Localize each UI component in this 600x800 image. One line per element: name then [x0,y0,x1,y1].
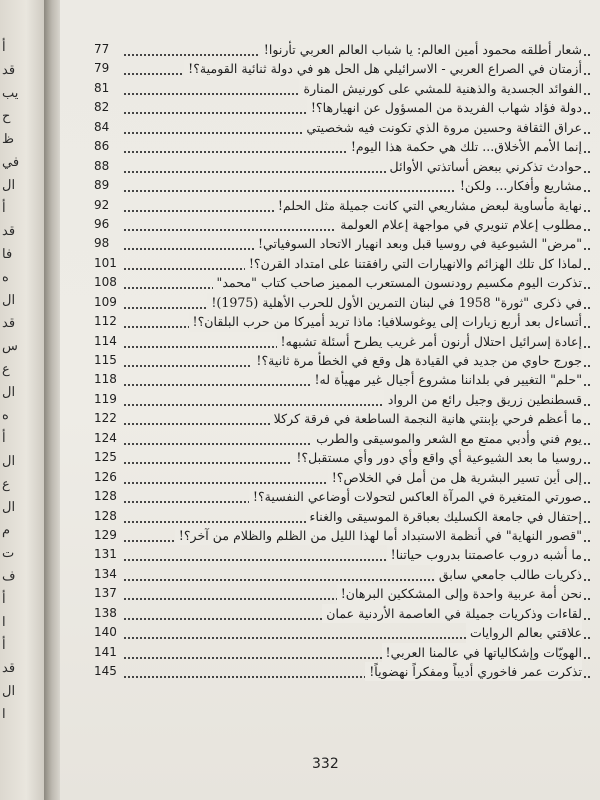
toc-title: شعار أطلقه محمود أمين العالم: يا شباب العالم العربي تأرنوا! [260,40,582,59]
toc-title: الهويّات وإشكالياتها في عالمنا العربي! [382,643,582,662]
toc-page-number: 140 [94,625,117,640]
toc-page-number: 128 [94,489,117,504]
toc-page-number: 92 [94,197,110,212]
toc-entry [90,429,590,448]
toc-title: "حلم" التغيير في بلداننا مشروع أجيال غير مهيأة له! [310,370,582,389]
toc-page-number: 125 [94,450,117,465]
toc-entry [90,370,590,389]
toc-page-number: 115 [94,353,117,367]
toc-page-number: 134 [94,566,117,581]
toc-title: تذكرت عمر فاخوري أديباً ومفكراً نهضوياً! [365,662,582,681]
toc-entry [90,565,590,584]
left-page-edge [0,0,44,800]
left-page-text-fragment: فا [2,247,13,262]
left-page-text-fragment: ع [2,477,10,492]
toc-title: عراق الثقافة وحسين مروة الذي تكونت فيه شخصيتي [302,118,582,137]
toc-title: تذكرت اليوم مكسيم رودنسون المستعرب المميز صاحب كتاب "محمد" [213,273,582,292]
toc-title: جورج حاوي من جديد في القيادة هل وقع في الخطأ مرة ثانية؟! [252,351,582,370]
toc-page-number: 131 [94,547,117,562]
toc-page-number: 118 [94,372,117,387]
toc-page-number: 89 [94,178,110,193]
toc-title: علاقتي بعالم الروايات [466,623,582,642]
toc-entry [90,215,590,234]
toc-entry [90,526,590,545]
left-page-text-fragment: في [2,155,20,170]
toc-entry [90,409,590,428]
toc-page-number: 109 [94,294,117,309]
toc-page-number: 108 [94,275,117,290]
toc-title: إنما الأمم الأخلاق... تلك هي حكمة هذا اليوم! [347,137,582,156]
toc-title: مطلوب إعلام تنويري في مواجهة إعلام العولمة [336,215,582,234]
toc-title: قسطنطين زريق وجيل رائع من الرواد [384,390,582,409]
left-page-text-fragment: س [2,339,18,354]
toc-title: "مرض" الشيوعية في روسيا قبل وبعد انهيار الاتحاد السوفياتي! [254,234,582,253]
toc-entry [90,351,590,370]
toc-title: ما أعظم فرحي بإبنتي هانية النجمة الساطعة في فرقة كركلا [270,409,582,428]
toc-title: نهاية مأساوية لبعض مشاريعي التي كانت جميلة مثل الحلم! [274,196,582,215]
book-page [60,0,600,800]
toc-page-number: 96 [94,216,110,231]
left-page-text-fragment: ال [2,454,16,469]
toc-entry [90,643,590,662]
left-page-text-fragment: ا [2,615,6,630]
left-page-text-fragment: أ [2,638,6,653]
toc-page-number: 82 [94,100,110,115]
left-page-text-fragment: ظ [2,132,15,147]
left-page-text-fragment: ال [2,178,16,193]
toc-page-number: 112 [94,314,117,329]
toc-title: صورتي المتغيرة في المرآة العاكس لتحولات أوضاعي النفسية؟! [249,487,582,506]
toc-entry [90,234,590,253]
toc-title: حوادث تذكرني ببعض أساتذتي الأوائل [386,157,582,176]
left-page-text-fragment: ت [2,546,15,561]
toc-entry [90,293,590,312]
toc-page-number: 145 [94,664,117,678]
toc-entry [90,59,590,78]
toc-title: إلى أين تسير البشرية هل من أمل في الخلاص؟! [328,468,582,487]
toc-title: ذكريات طالب جامعي سابق [435,565,582,584]
left-page-text-fragment: قد [2,63,16,78]
toc-title: أتساءل بعد أربع زيارات إلى يوغوسلافيا: ماذا تريد أميركا من حرب البلقان؟! [189,312,582,331]
table-of-contents [90,40,590,681]
toc-page-number: 81 [94,80,110,95]
toc-page-number: 129 [94,527,117,542]
left-page-text-fragment: قد [2,661,16,676]
toc-page-number: 77 [94,42,110,56]
left-page-text-fragment: يب [2,86,19,101]
left-page-text-fragment: ه [2,408,9,423]
toc-entry [90,312,590,331]
left-page-text-fragment: أ [2,592,6,607]
toc-entry [90,448,590,467]
toc-page-number: 86 [94,139,110,154]
toc-page-number: 101 [94,255,117,270]
toc-entry [90,176,590,195]
toc-title: إحتفال في جامعة الكسليك بعباقرة الموسيقى والغناء [306,507,582,526]
left-page-text-fragment: قد [2,316,16,331]
toc-page-number: 138 [94,605,117,620]
toc-page-number: 141 [94,644,117,659]
left-page-text-fragment: أ [2,40,6,55]
toc-entry [90,118,590,137]
toc-page-number: 88 [94,158,110,173]
toc-page-number: 114 [94,333,117,348]
toc-entry [90,487,590,506]
page-number: 332 [312,756,339,772]
toc-entry [90,507,590,526]
toc-title: يوم فني وأدبي ممتع مع الشعر والموسيقى والطرب [312,429,582,448]
toc-entry [90,662,590,681]
toc-entry [90,584,590,603]
left-page-text-fragment: قد [2,224,16,239]
left-page-text-fragment: ا [2,707,6,722]
left-page-text-fragment: م [2,523,11,538]
toc-title: لماذا كل تلك الهزائم والانهيارات التي رافقتنا على امتداد القرن؟! [245,254,582,273]
toc-entry [90,79,590,98]
toc-entry [90,623,590,642]
toc-page-number: 79 [94,61,110,76]
left-page-text-fragment: ال [2,385,16,400]
toc-title: روسيا ما بعد الشيوعية أي واقع وأي دور وأي مستقبل؟! [292,448,582,467]
left-page-text-fragment: ال [2,293,16,308]
toc-page-number: 119 [94,391,117,406]
left-page-text-fragment: أ [2,201,6,216]
toc-title: "قصور النهاية" في أنظمة الاستبداد أما لهذا الليل من الظلم والظلام من آخر؟! [175,526,582,545]
left-page-text-fragment: ح [2,109,11,124]
left-page-text-fragment: ال [2,684,16,699]
left-page-text-fragment: ال [2,500,16,515]
left-page-text-fragment: ع [2,362,10,377]
toc-entry [90,468,590,487]
toc-page-number: 137 [94,586,117,601]
toc-page-number: 128 [94,508,117,523]
toc-page-number: 84 [94,119,110,134]
toc-entry [90,98,590,117]
toc-title: ما أشبه دروب عاصمتنا بدروب حياتنا! [387,545,582,564]
left-page-text-fragment: ه [2,270,9,285]
toc-page-number: 98 [94,236,110,251]
left-page-text-fragment: أ [2,431,6,446]
toc-entry [90,332,590,351]
left-page-text-fragment: ف [2,569,16,584]
toc-entry [90,390,590,409]
toc-entry [90,137,590,156]
toc-title: لقاءات وذكريات جميلة في العاصمة الأردنية عمان [322,604,582,623]
toc-entry [90,40,590,59]
toc-entry [90,157,590,176]
toc-entry [90,196,590,215]
toc-entry [90,273,590,292]
toc-title: الفوائد الجسدية والذهنية للمشي على كورنيش المنارة [299,79,582,98]
toc-title: في ذكرى "ثورة" 1958 في لبنان التمرين الأول للحرب الأهلية (1975)! [207,293,582,312]
toc-page-number: 124 [94,430,117,445]
toc-entry [90,254,590,273]
toc-title: أزمتان في الصراع العربي - الاسرائيلي هل الحل هو في دولة ثنائية القومية؟! [184,59,582,78]
toc-page-number: 126 [94,469,117,484]
toc-page-number: 122 [94,411,117,426]
toc-title: مشاريع وأفكار... ولكن! [456,176,582,195]
toc-title: دولة فؤاد شهاب الفريدة من المسؤول عن انهيارها؟! [307,98,582,117]
toc-entry [90,604,590,623]
toc-title: إعادة إسرائيل احتلال أرنون أمر غريب يطرح أسئلة تشبهه! [277,332,582,351]
toc-title: نحن أمة عربية واحدة وإلى المشككين البرهان! [337,584,582,603]
toc-entry [90,545,590,564]
